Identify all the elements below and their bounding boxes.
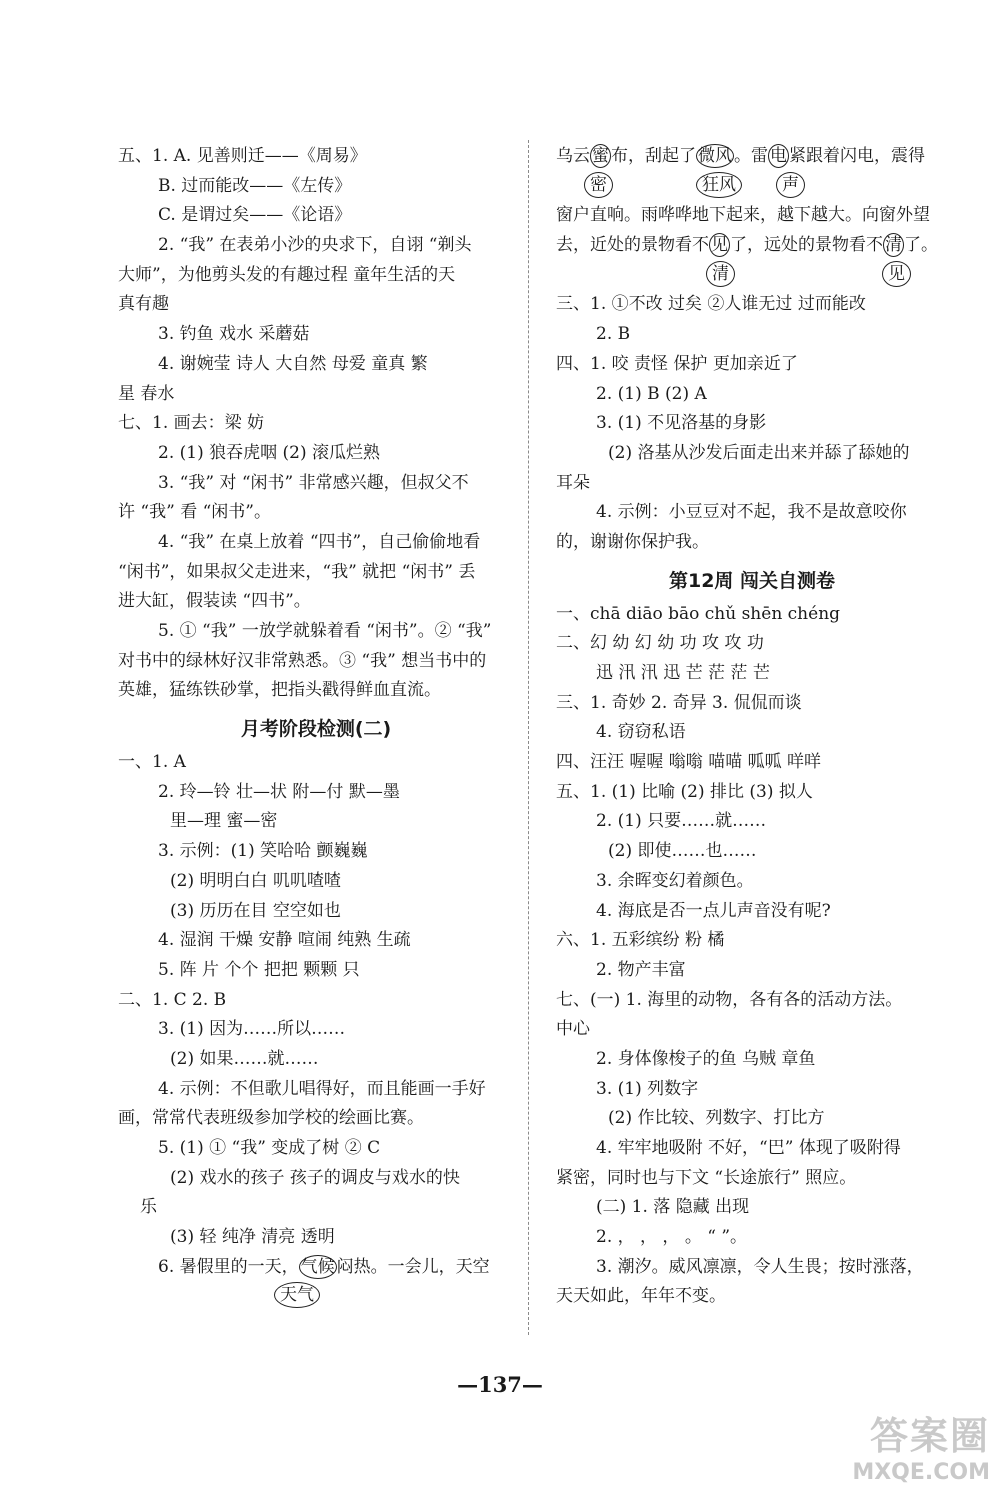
answer-line: 2. (1) B (2) A xyxy=(596,383,707,404)
column-divider xyxy=(528,140,529,1335)
answer-line: 中心 xyxy=(556,1019,590,1040)
answer-line: 一、chā diāo bāo chǔ shēn chéng xyxy=(556,603,841,624)
answer-line: 天天如此，年年不变。 xyxy=(556,1286,726,1307)
answer-line: B. 过而能改——《左传》 xyxy=(158,175,352,196)
text-fragment: 去，近处的景物看不 xyxy=(556,235,709,256)
answer-line: (2) 作比较、列数字、打比方 xyxy=(608,1108,825,1129)
circled-correction: 狂风 xyxy=(696,172,742,198)
answer-line: 2. 玲—铃 壮—状 附—付 默—墨 xyxy=(158,781,400,802)
answer-line: 紧密，同时也与下文 “长途旅行” 照应。 xyxy=(556,1167,857,1188)
section-heading: 第12周 闯关自测卷 xyxy=(668,569,836,592)
answer-line: 许 “我” 看 “闲书”。 xyxy=(118,502,271,523)
answer-line: 画，常常代表班级参加学校的绘画比赛。 xyxy=(118,1108,424,1129)
answer-line: 4. “我” 在桌上放着 “四书”，自己偷偷地看 xyxy=(158,531,481,552)
answer-line: 四、1. 咬 责怪 保护 更加亲近了 xyxy=(556,353,798,374)
answer-line: 3. (1) 因为……所以…… xyxy=(158,1019,346,1040)
answer-line: “闲书”，如果叔父走进来，“我” 就把 “闲书” 丢 xyxy=(118,561,476,582)
answer-line: (2) 洛基从沙发后面走出来并舔了舔她的 xyxy=(608,442,910,463)
answer-line: 三、1. 奇妙 2. 奇异 3. 侃侃而谈 xyxy=(556,692,802,713)
right-column xyxy=(556,142,948,1312)
text-fragment: 乌云 xyxy=(556,146,590,166)
circled-word: 蜜 xyxy=(592,146,609,166)
answer-line: 5. (1) ① “我” 变成了树 ② C xyxy=(158,1138,381,1158)
answer-line: 4. 海底是否一点儿声音没有呢? xyxy=(596,900,831,921)
answer-line: (二) 1. 落 隐藏 出现 xyxy=(596,1197,750,1218)
circled-word: 气候 xyxy=(300,1256,335,1277)
answer-line: 4. 牢牢地吸附 不好，“巴” 体现了吸附得 xyxy=(596,1138,901,1158)
answer-line: 3. 余晖变幻着颜色。 xyxy=(596,870,754,891)
answer-line: 3. 示例：(1) 笑哈哈 颤巍巍 xyxy=(158,841,368,862)
watermark xyxy=(820,1405,990,1485)
left-column xyxy=(118,142,514,1312)
answer-line: 4. 窃窃私语 xyxy=(596,722,686,743)
circled-correction: 见 xyxy=(882,261,911,287)
answer-line: 3. (1) 不见洛基的身影 xyxy=(596,413,767,434)
answer-line: (3) 轻 纯净 清亮 透明 xyxy=(170,1227,335,1248)
answer-line xyxy=(556,142,948,172)
answer-line: 5. ① “我” 一放学就躲着看 “闲书”。② “我” xyxy=(158,621,492,641)
answer-line-6 xyxy=(118,1253,514,1283)
answer-line: 四、汪汪 喔喔 嗡嗡 喵喵 呱呱 咩咩 xyxy=(556,752,822,773)
answer-line: 七、1. 画去：梁 妨 xyxy=(118,413,265,434)
text-fragment: 了，远处的景物看不 xyxy=(730,235,883,256)
answer-line: 五、1. A. 见善则迁——《周易》 xyxy=(118,146,367,166)
answer-line: (2) 戏水的孩子 孩子的调皮与戏水的快 xyxy=(170,1167,460,1188)
answer-line: 3. 潮汐。威风凛凛，令人生畏；按时涨落， xyxy=(596,1256,924,1277)
answer-line: 2. 身体像梭子的鱼 乌贼 章鱼 xyxy=(596,1048,816,1069)
answer-line: 3. 钓鱼 戏水 采蘑菇 xyxy=(158,324,310,345)
text-fragment: 6. 暑假里的一天， xyxy=(158,1256,299,1277)
answer-line: 三、1. ①不改 过矣 ②人谁无过 过而能改 xyxy=(556,294,866,315)
answer-line: 4. 示例：不但歌儿唱得好，而且能画一手好 xyxy=(158,1078,486,1099)
answer-line: (3) 历历在目 空空如也 xyxy=(170,900,341,921)
answer-line: 一、1. A xyxy=(118,752,186,773)
circled-word: 微风 xyxy=(698,146,732,166)
correction-row xyxy=(118,1282,514,1312)
circled-correction: 密 xyxy=(584,172,613,198)
circled-correction: 天气 xyxy=(274,1282,320,1308)
circled-word: 见 xyxy=(711,235,728,256)
text-fragment: 布，刮起了 xyxy=(611,146,696,166)
circled-correction: 声 xyxy=(776,172,805,198)
correction-row xyxy=(556,172,948,202)
page-number: —137— xyxy=(457,1372,543,1397)
answer-line: 进大缸，假装读 “四书”。 xyxy=(118,591,311,612)
answer-line: 星 春水 xyxy=(118,383,175,404)
answer-line: 乐 xyxy=(140,1197,157,1218)
answer-line: 2. B xyxy=(596,324,631,345)
answer-line: 二、1. C 2. B xyxy=(118,989,227,1010)
answer-line: (2) 如果……就…… xyxy=(170,1048,319,1069)
answer-line: 对书中的绿林好汉非常熟悉。③ “我” 想当书中的 xyxy=(118,650,487,671)
answer-line: 3. (1) 列数字 xyxy=(596,1078,699,1099)
answer-line: 七、(一) 1. 海里的动物，各有各的活动方法。 xyxy=(556,989,903,1010)
answer-line: 2. 物产丰富 xyxy=(596,959,686,980)
circled-word: 电 xyxy=(770,146,787,166)
answer-line: (2) 即使……也…… xyxy=(608,841,757,862)
answer-line: 耳朵 xyxy=(556,472,590,493)
answer-line xyxy=(556,231,948,261)
text-fragment: 闷热。一会儿，天空 xyxy=(336,1256,490,1277)
answer-line: (2) 明明白白 叽叽喳喳 xyxy=(170,870,341,891)
section-heading: 月考阶段检测(二) xyxy=(240,718,392,741)
watermark-url: MXQE.COM xyxy=(852,1460,990,1485)
answer-line: 5. 阵 片 个个 把把 颗颗 只 xyxy=(158,959,360,980)
text-fragment: 紧跟着闪电，震得 xyxy=(789,146,925,166)
answer-line: 英雄，猛练铁砂掌，把指头戳得鲜血直流。 xyxy=(118,680,441,701)
answer-line: 4. 示例：小豆豆对不起，我不是故意咬你 xyxy=(596,502,907,523)
answer-line: 六、1. 五彩缤纷 粉 橘 xyxy=(556,930,725,951)
circled-word: 清 xyxy=(885,235,902,256)
text-fragment: 了。 xyxy=(904,235,938,256)
answer-line: 迅 汛 汛 迅 芒 茫 茫 芒 xyxy=(596,663,770,683)
answer-line: 2. “我” 在表弟小沙的央求下，自诩 “剃头 xyxy=(158,235,472,256)
watermark-logo: 答案圈 xyxy=(869,1414,990,1458)
answer-line: 里—理 蜜—密 xyxy=(170,811,278,832)
answer-line: 二、幻 幼 幻 幼 功 攻 攻 功 xyxy=(556,633,764,654)
answer-line: 2. (1) 只要……就…… xyxy=(596,811,767,832)
answer-line: 五、1. (1) 比喻 (2) 排比 (3) 拟人 xyxy=(556,781,813,802)
answer-line: 2. (1) 狼吞虎咽 (2) 滚瓜烂熟 xyxy=(158,442,380,463)
text-fragment: 。雷 xyxy=(734,146,768,166)
answer-line: 4. 湿润 干燥 安静 喧闹 纯熟 生疏 xyxy=(158,930,411,951)
answer-line: 2. ， ， ， 。 “ ”。 xyxy=(596,1227,748,1248)
answer-line: 4. 谢婉莹 诗人 大自然 母爱 童真 繁 xyxy=(158,353,428,374)
answer-line: 真有趣 xyxy=(118,294,169,315)
circled-correction: 清 xyxy=(706,261,735,287)
answer-line: 的，谢谢你保护我。 xyxy=(556,531,709,552)
answer-line: C. 是谓过矣——《论语》 xyxy=(158,205,352,226)
correction-row xyxy=(556,261,948,291)
answer-line: 3. “我” 对 “闲书” 非常感兴趣，但叔父不 xyxy=(158,472,469,493)
answer-line: 大师”，为他剪头发的有趣过程 童年生活的天 xyxy=(118,264,456,285)
answer-line: 窗户直响。雨哗哗地下起来，越下越大。向窗外望 xyxy=(556,205,930,226)
